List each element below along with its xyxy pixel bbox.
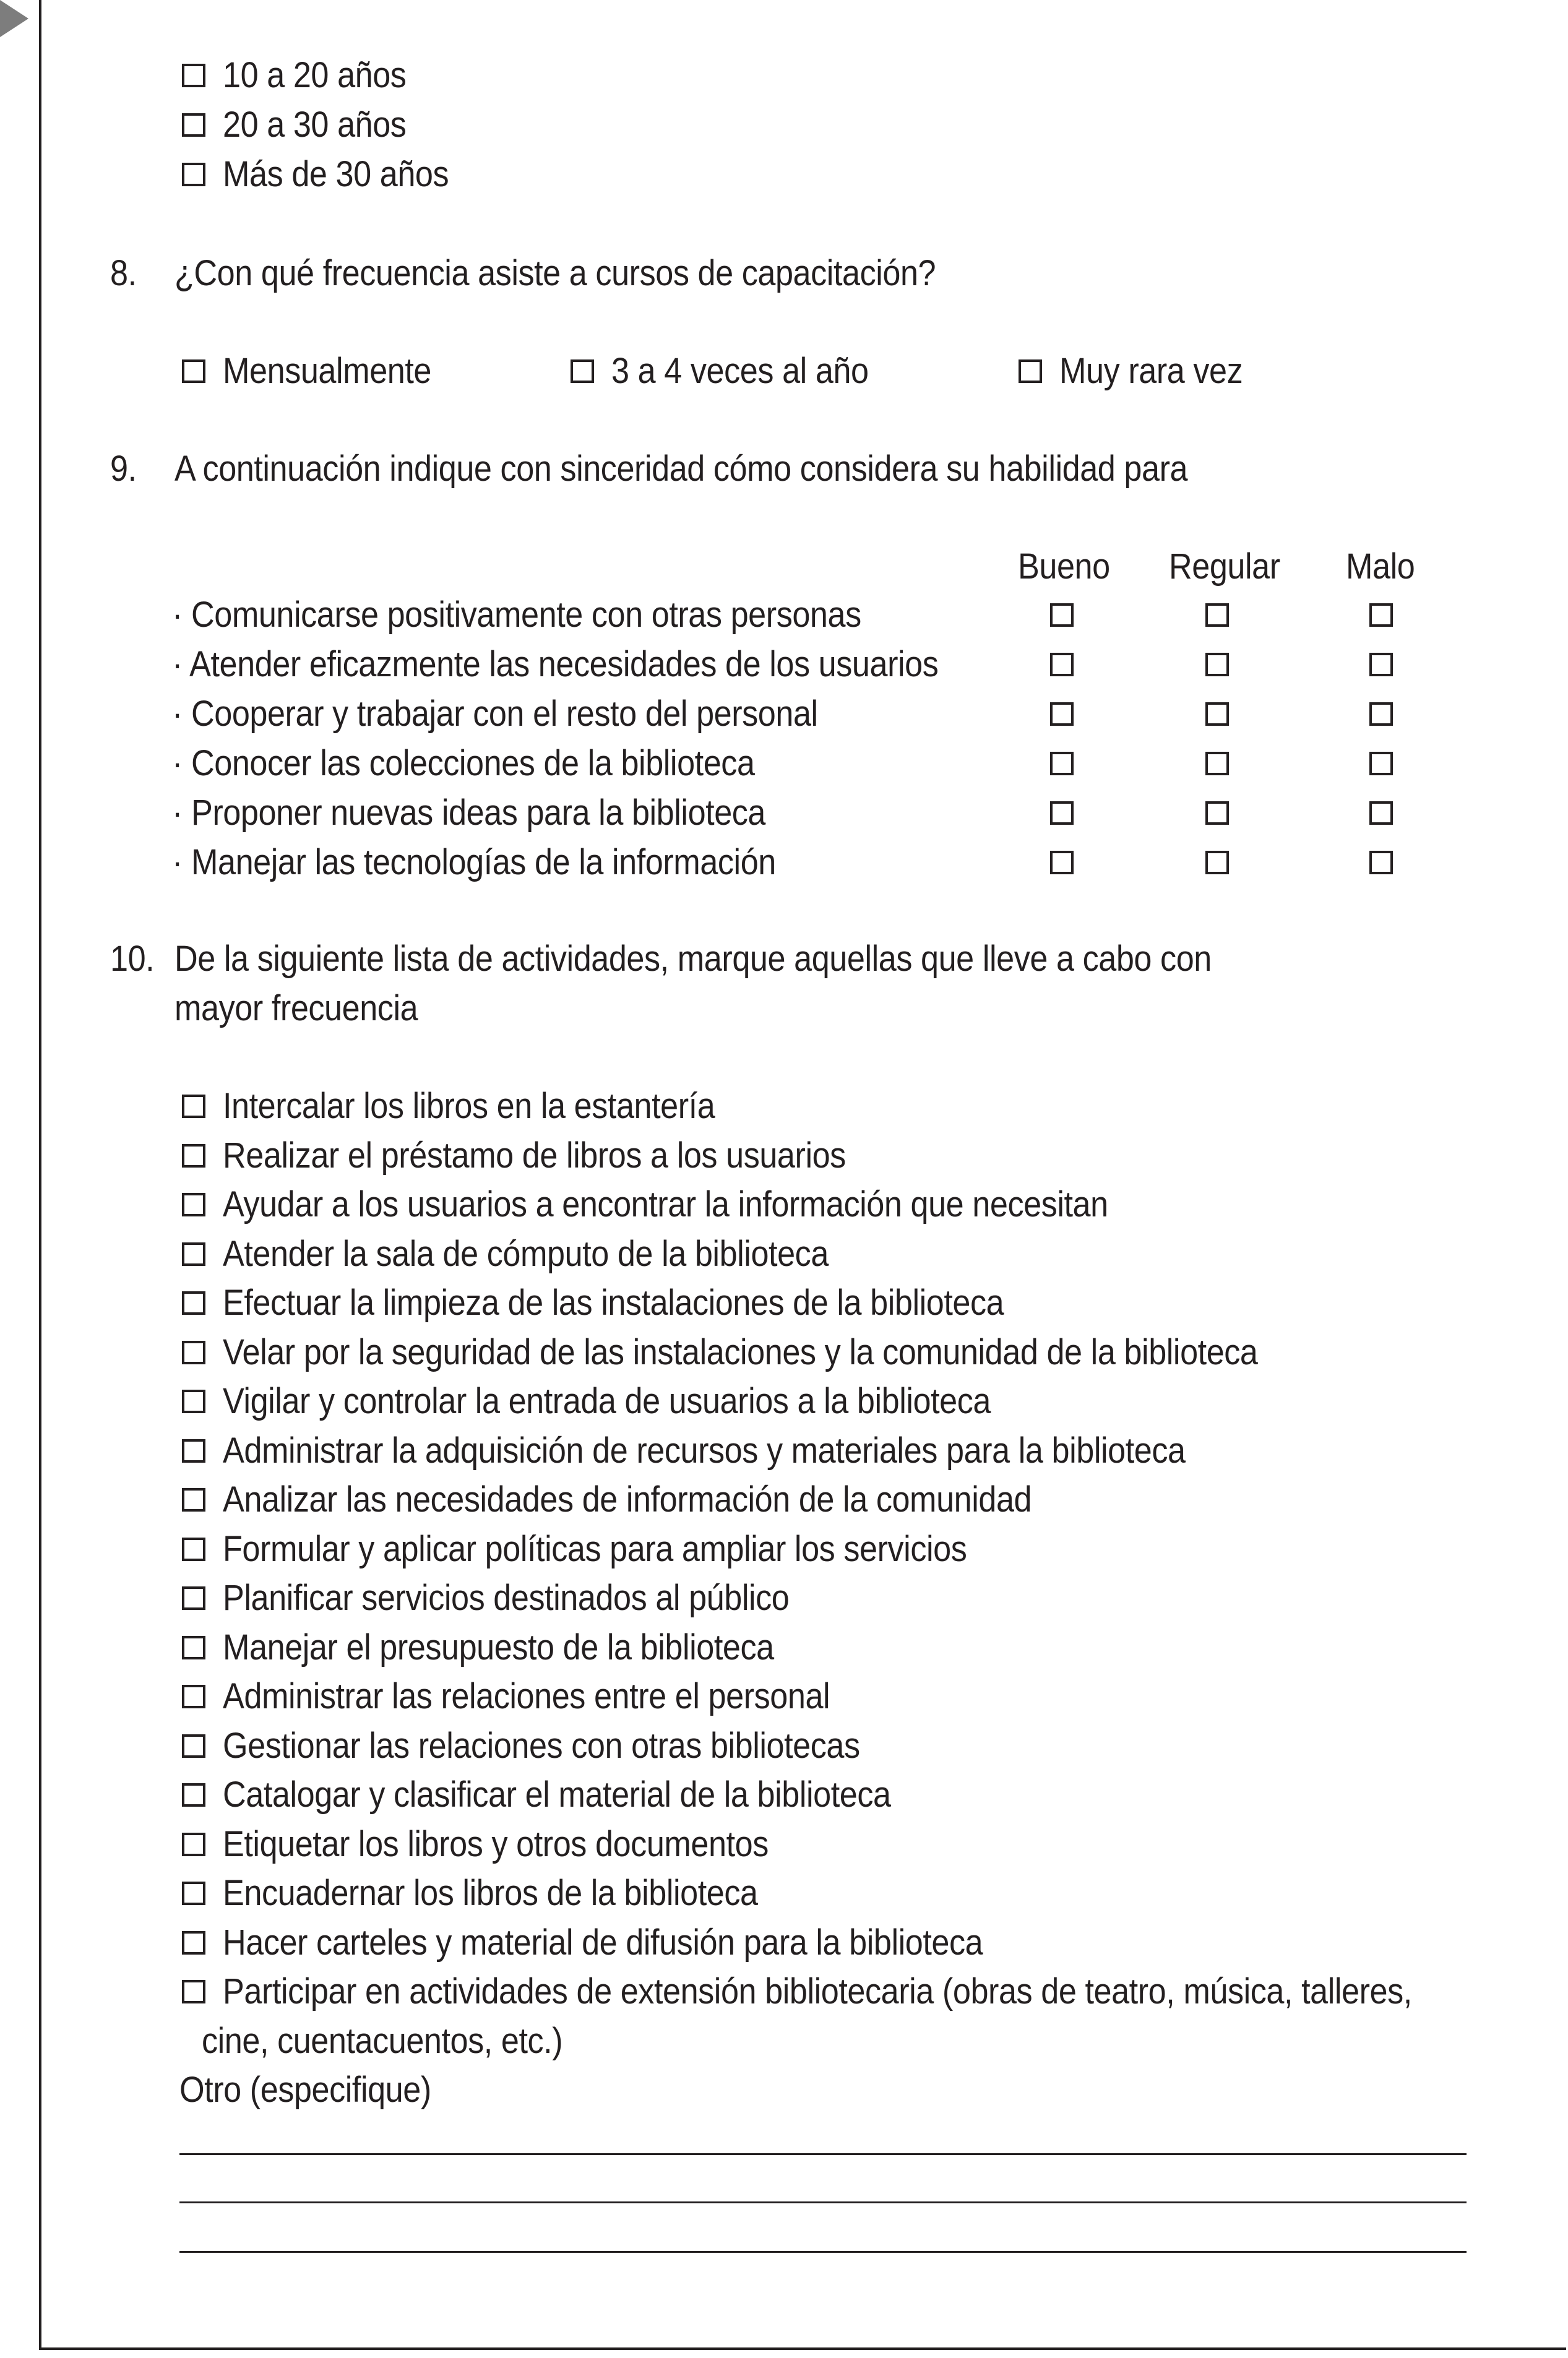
checkbox-icon[interactable] — [182, 1291, 205, 1315]
q9-row-label: · Manejar las tecnologías de la información — [172, 842, 776, 882]
q8-number: 8. — [110, 253, 137, 293]
q9-question: A continuación indique con sinceridad cómo considera su habilidad para — [174, 449, 1188, 489]
q10-activity-label: Analizar las necesidades de información de la comunidad — [223, 1479, 1032, 1520]
other-write-in-line-3[interactable] — [179, 2251, 1467, 2253]
q9-row3-bueno-checkbox[interactable] — [1050, 702, 1074, 726]
q10-question-line2: mayor frecuencia — [174, 988, 418, 1028]
q7-option-label: Más de 30 años — [223, 154, 449, 194]
page-marker-arrow-icon — [0, 0, 28, 37]
q9-number: 9. — [110, 449, 137, 489]
q9-column-regular: Regular — [1169, 546, 1280, 587]
checkbox-icon[interactable] — [182, 1439, 205, 1463]
q9-row3-malo-checkbox[interactable] — [1369, 702, 1393, 726]
q7-option-label: 10 a 20 años — [223, 55, 407, 95]
q10-activity-label-continuation: cine, cuentacuentos, etc.) — [202, 2021, 563, 2061]
q10-activity-label: Intercalar los libros en la estantería — [223, 1086, 715, 1126]
q10-activity-label: Encuadernar los libros de la biblioteca — [223, 1873, 758, 1913]
q9-column-malo: Malo — [1346, 546, 1415, 587]
q9-row3-regular-checkbox[interactable] — [1205, 702, 1229, 726]
other-write-in-line-1[interactable] — [179, 2153, 1467, 2155]
checkbox-icon[interactable] — [182, 1586, 205, 1610]
q9-row5-malo-checkbox[interactable] — [1369, 801, 1393, 825]
checkbox-icon[interactable] — [182, 113, 205, 137]
checkbox-icon[interactable] — [182, 1783, 205, 1807]
q9-row5-regular-checkbox[interactable] — [1205, 801, 1229, 825]
q10-activity-label: Etiquetar los libros y otros documentos — [223, 1824, 769, 1864]
checkbox-icon[interactable] — [182, 1242, 205, 1266]
q9-row4-malo-checkbox[interactable] — [1369, 752, 1393, 775]
q9-row2-malo-checkbox[interactable] — [1369, 653, 1393, 676]
q10-activity-label: Participar en actividades de extensión bibliotecaria (obras de teatro, música, talleres, — [223, 1971, 1412, 2012]
checkbox-icon[interactable] — [182, 1144, 205, 1168]
q9-row-label: · Cooperar y trabajar con el resto del personal — [172, 694, 818, 734]
q9-row4-regular-checkbox[interactable] — [1205, 752, 1229, 775]
checkbox-icon[interactable] — [182, 163, 205, 186]
q9-row2-bueno-checkbox[interactable] — [1050, 653, 1074, 676]
checkbox-icon[interactable] — [182, 1833, 205, 1856]
checkbox-icon[interactable] — [182, 1341, 205, 1364]
q9-row6-bueno-checkbox[interactable] — [1050, 851, 1074, 874]
q10-activity-label: Velar por la seguridad de las instalaciones y la comunidad de la biblioteca — [223, 1332, 1258, 1372]
checkbox-icon[interactable] — [182, 1685, 205, 1708]
q10-question-line1: De la siguiente lista de actividades, marque aquellas que lleve a cabo con — [174, 939, 1212, 979]
q7-option-label: 20 a 30 años — [223, 105, 407, 145]
q9-row6-malo-checkbox[interactable] — [1369, 851, 1393, 874]
checkbox-icon[interactable] — [182, 1734, 205, 1758]
checkbox-icon[interactable] — [182, 359, 205, 383]
checkbox-icon[interactable] — [182, 1095, 205, 1118]
checkbox-icon[interactable] — [182, 1488, 205, 1512]
q9-row-label: · Proponer nuevas ideas para la biblioteca — [172, 793, 766, 833]
q9-row1-malo-checkbox[interactable] — [1369, 603, 1393, 627]
q10-activity-label: Ayudar a los usuarios a encontrar la información que necesitan — [223, 1184, 1108, 1224]
checkbox-icon[interactable] — [182, 1882, 205, 1905]
q10-other-label: Otro (especifique) — [179, 2070, 431, 2110]
q10-activity-label: Administrar las relaciones entre el personal — [223, 1676, 830, 1716]
checkbox-icon[interactable] — [571, 359, 594, 383]
q8-question: ¿Con qué frecuencia asiste a cursos de capacitación? — [174, 253, 936, 293]
q10-activity-label: Formular y aplicar políticas para ampliar los servicios — [223, 1529, 967, 1569]
checkbox-icon[interactable] — [182, 1980, 205, 2003]
q10-number: 10. — [110, 939, 155, 979]
checkbox-icon[interactable] — [182, 1193, 205, 1216]
q10-activity-label: Administrar la adquisición de recursos y materiales para la biblioteca — [223, 1431, 1186, 1471]
q9-row4-bueno-checkbox[interactable] — [1050, 752, 1074, 775]
q8-option-label: Mensualmente — [223, 351, 431, 391]
q10-activity-label: Gestionar las relaciones con otras bibliotecas — [223, 1726, 860, 1766]
q9-row1-bueno-checkbox[interactable] — [1050, 603, 1074, 627]
q9-row1-regular-checkbox[interactable] — [1205, 603, 1229, 627]
checkbox-icon[interactable] — [182, 1538, 205, 1561]
q10-activity-label: Atender la sala de cómputo de la biblioteca — [223, 1234, 829, 1274]
q9-row5-bueno-checkbox[interactable] — [1050, 801, 1074, 825]
q10-activity-label: Manejar el presupuesto de la biblioteca — [223, 1627, 774, 1667]
checkbox-icon[interactable] — [1019, 359, 1042, 383]
checkbox-icon[interactable] — [182, 1390, 205, 1413]
other-write-in-line-2[interactable] — [179, 2201, 1467, 2203]
q10-activity-label: Planificar servicios destinados al público — [223, 1578, 790, 1618]
q10-activity-label: Vigilar y controlar la entrada de usuarios a la biblioteca — [223, 1381, 991, 1421]
q10-activity-label: Hacer carteles y material de difusión para la biblioteca — [223, 1922, 983, 1963]
q9-row2-regular-checkbox[interactable] — [1205, 653, 1229, 676]
checkbox-icon[interactable] — [182, 1931, 205, 1955]
checkbox-icon[interactable] — [182, 1636, 205, 1659]
q9-row-label: · Conocer las colecciones de la biblioteca — [172, 743, 755, 783]
q10-activity-label: Realizar el préstamo de libros a los usuarios — [223, 1135, 846, 1176]
q9-column-bueno: Bueno — [1018, 546, 1110, 587]
q9-row6-regular-checkbox[interactable] — [1205, 851, 1229, 874]
q10-activity-label: Efectuar la limpieza de las instalaciones de la biblioteca — [223, 1283, 1004, 1323]
checkbox-icon[interactable] — [182, 64, 205, 87]
q9-row-label: · Atender eficazmente las necesidades de los usuarios — [172, 644, 939, 684]
q9-row-label: · Comunicarse positivamente con otras personas — [172, 595, 861, 635]
q8-option-label: 3 a 4 veces al año — [611, 351, 869, 391]
q8-option-label: Muy rara vez — [1059, 351, 1243, 391]
q10-activity-label: Catalogar y clasificar el material de la biblioteca — [223, 1775, 891, 1815]
